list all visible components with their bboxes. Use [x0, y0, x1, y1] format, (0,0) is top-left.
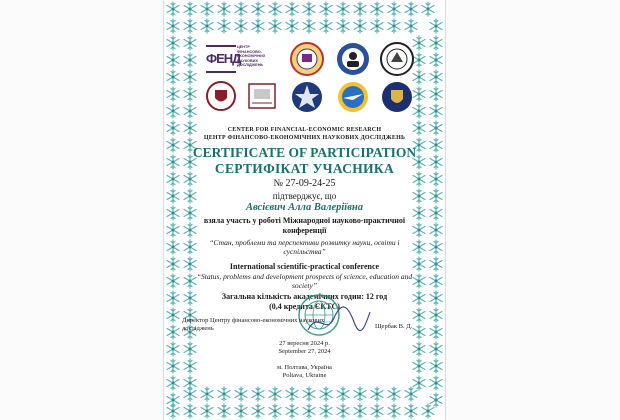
snowflake-icon: [269, 387, 281, 401]
snowflake-icon: [167, 70, 179, 84]
snowflake-icon: [167, 53, 179, 67]
snowflake-icon: [413, 87, 425, 101]
snowflake-icon: [184, 53, 196, 67]
snowflake-icon: [286, 387, 298, 401]
snowflake-icon: [388, 2, 400, 16]
snowflake-icon: [354, 2, 366, 16]
snowflake-icon: [303, 19, 315, 33]
snowflake-icon: [252, 404, 264, 418]
signer-name: Щербак В. Д.: [375, 323, 413, 330]
date-ua: 27 вересня 2024 р.: [279, 340, 330, 347]
snowflake-icon: [303, 2, 315, 16]
snowflake-icon: [201, 2, 213, 16]
city-ua: м. Полтава, Україна: [277, 364, 332, 371]
snowflake-icon: [201, 404, 213, 418]
snowflake-icon: [303, 404, 315, 418]
page-edge-right: [445, 0, 446, 420]
snowflake-icon: [252, 2, 264, 16]
snowflake-icon: [371, 404, 383, 418]
snowflake-icon: [184, 104, 196, 118]
organization-name-ua: ЦЕНТР ФІНАНСОВО-ЕКОНОМІЧНИХ НАУКОВИХ ДОСЛІДЖЕНЬ: [203, 135, 406, 141]
certificate-title-ua: СЕРТИФІКАТ УЧАСНИКА: [214, 161, 395, 176]
snowflake-icon: [430, 36, 442, 50]
snowflake-icon: [184, 70, 196, 84]
snowflake-icon: [354, 387, 366, 401]
snowflake-icon: [413, 36, 425, 50]
snowflake-icon: [286, 404, 298, 418]
snowflake-icon: [184, 2, 196, 16]
snowflake-icon: [184, 36, 196, 50]
snowflake-icon: [167, 87, 179, 101]
snowflake-icon: [413, 70, 425, 84]
snowflake-icon: [354, 19, 366, 33]
fend-logo-mark: ФЕНД: [206, 45, 236, 73]
snowflake-icon: [371, 2, 383, 16]
conference-heading-en: International scientific-practical conference: [229, 262, 380, 271]
institute-seal-icon: [380, 42, 414, 76]
snowflake-icon: [413, 104, 425, 118]
snowflake-icon: [430, 104, 442, 118]
snowflake-icon: [269, 404, 281, 418]
academy-seal-icon: [336, 42, 370, 76]
snowflake-icon: [405, 404, 417, 418]
university-shield-icon: [380, 80, 414, 114]
snowflake-icon: [201, 387, 213, 401]
snowflake-icon: [303, 387, 315, 401]
conference-title-ua: “Стан, проблеми та перспективи розвитку науки, освіти і суспільства”: [209, 238, 400, 256]
viewer-background-right: [445, 0, 620, 420]
snowflake-icon: [422, 2, 434, 16]
snowflake-icon: [430, 53, 442, 67]
snowflake-icon: [167, 2, 179, 16]
snowflake-icon: [286, 19, 298, 33]
snowflake-icon: [269, 2, 281, 16]
snowflake-icon: [430, 393, 442, 407]
participant-name: Авсієвич Алла Валеріївна: [246, 202, 363, 213]
snowflake-icon: [235, 387, 247, 401]
participation-text: взяла участь у роботі Міжнародної науково-практичної конференції: [203, 216, 406, 235]
city-en: Poltava, Ukraine: [282, 372, 327, 379]
college-emblem-icon: [247, 80, 277, 112]
snowflake-icon: [320, 404, 332, 418]
snowflake-icon: [167, 19, 179, 33]
snowflake-icon: [167, 393, 179, 407]
snowflake-icon: [430, 87, 442, 101]
snowflake-icon: [405, 2, 417, 16]
snowflake-icon: [184, 87, 196, 101]
snowflake-icon: [320, 387, 332, 401]
snowflake-icon: [167, 104, 179, 118]
conference-title-en: “Status, problems and development prospects of science, education and society”: [196, 272, 413, 290]
snowflake-icon: [371, 19, 383, 33]
snowflake-icon: [354, 404, 366, 418]
snowflake-icon: [167, 325, 179, 339]
snowflake-icon: [430, 19, 442, 33]
certificate-page: [164, 0, 445, 420]
confirm-text: підтверджує, що: [272, 191, 337, 201]
university-emblem-icon: [290, 42, 324, 76]
snowflake-icon: [388, 19, 400, 33]
snowflake-icon: [405, 387, 417, 401]
snowflake-icon: [337, 19, 349, 33]
snowflake-icon: [405, 19, 417, 33]
snowflake-icon: [184, 404, 196, 418]
snowflake-icon: [218, 2, 230, 16]
snowflake-icon: [337, 387, 349, 401]
university-crest-icon: [206, 80, 236, 112]
snowflake-icon: [337, 404, 349, 418]
snowflake-icon: [235, 404, 247, 418]
snowflake-icon: [286, 2, 298, 16]
snowflake-icon: [430, 325, 442, 339]
snowflake-icon: [337, 2, 349, 16]
snowflake-icon: [252, 387, 264, 401]
snowflake-icon: [252, 19, 264, 33]
viewer-background-left: [0, 0, 163, 420]
snowflake-icon: [184, 19, 196, 33]
snowflake-icon: [218, 19, 230, 33]
fend-logo-text: ЦЕНТР ФІНАНСОВО-ЕКОНОМІЧНИХ НАУКОВИХ ДОСЛІДЖЕНЬ: [237, 45, 266, 68]
snowflake-icon: [413, 325, 425, 339]
organization-name-en: CENTER FOR FINANCIAL-ECONOMIC RESEARCH: [227, 127, 382, 133]
certificate-number: № 27-09-24-25: [273, 178, 336, 189]
snowflake-icon: [235, 19, 247, 33]
fend-logo: [206, 42, 264, 74]
snowflake-icon: [413, 53, 425, 67]
snowflake-icon: [167, 36, 179, 50]
ects-credits: (0,4 кредита ЄКТС): [269, 302, 340, 311]
snowflake-icon: [388, 404, 400, 418]
snowflake-icon: [430, 70, 442, 84]
snowflake-icon: [218, 404, 230, 418]
snowflake-icon: [388, 387, 400, 401]
director-title: Директор Центру фінансово-економічних наукових досліджень: [182, 317, 325, 332]
snowflake-icon: [320, 19, 332, 33]
certificate-title-en: CERTIFICATE OF PARTICIPATION: [192, 145, 417, 160]
academic-hours: Загальна кількість академічних годин: 12 год: [221, 292, 388, 301]
snowflake-icon: [371, 387, 383, 401]
snowflake-icon: [269, 19, 281, 33]
date-en: September 27, 2024: [278, 348, 331, 355]
snowflake-icon: [235, 2, 247, 16]
snowflake-icon: [422, 404, 434, 418]
aviation-emblem-icon: [336, 80, 370, 114]
snowflake-icon: [201, 19, 213, 33]
snowflake-icon: [320, 2, 332, 16]
snowflake-icon: [218, 387, 230, 401]
academy-star-emblem-icon: [290, 80, 324, 114]
